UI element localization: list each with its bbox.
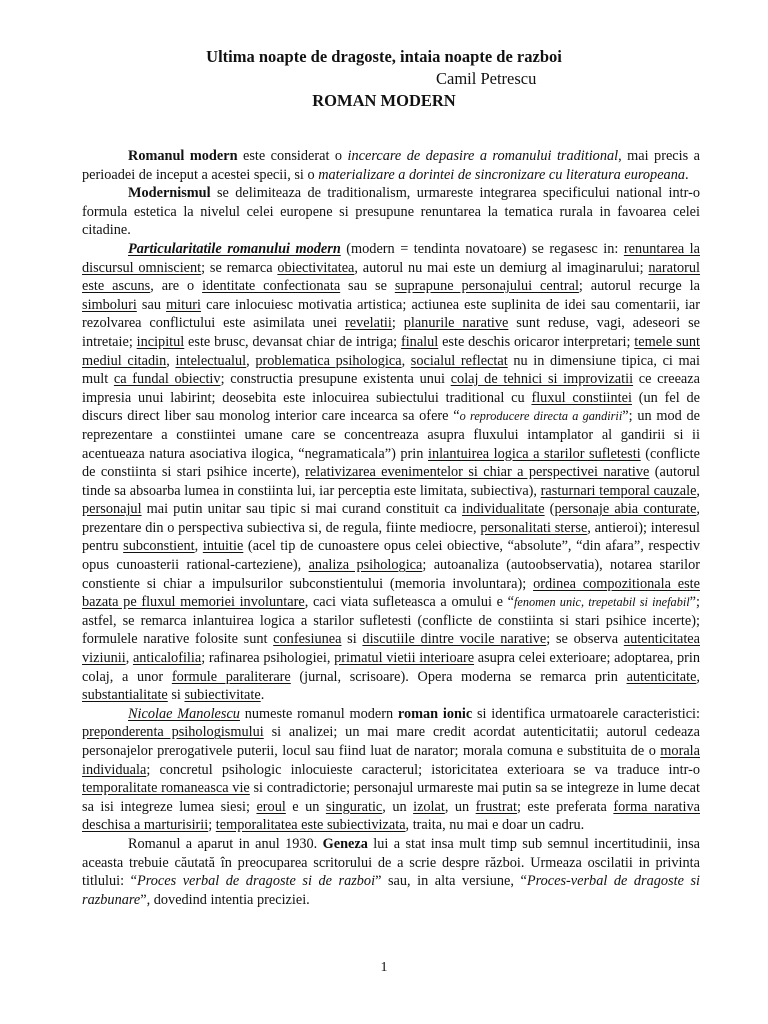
- underlined-term: singuratic: [325, 798, 383, 815]
- paragraph-manolescu: [82, 705, 700, 835]
- text-run: , un: [382, 798, 414, 815]
- italic-title: Proces-verbal de dragoste si razbunare: [82, 873, 701, 908]
- text-run: sau se: [340, 278, 395, 295]
- text-run: , are o: [150, 278, 203, 295]
- text-run: , prezentare din o perspectiva subiectiva si, de regula, fiinte mediocre,: [82, 501, 700, 536]
- underlined-term: planurile narative: [403, 315, 509, 332]
- italic-quote: fenomen unic, trepetabil si inefabil: [513, 595, 690, 610]
- author-reference: Nicolae Manolescu: [128, 705, 240, 722]
- italic-quote: o reproducere directa a gandirii: [459, 409, 623, 424]
- text-run: ,: [194, 538, 203, 555]
- text-run: numeste romanul modern: [239, 705, 398, 722]
- underlined-term: analiza psihologica: [308, 557, 423, 574]
- text-run: este deschis oricaror interpretari;: [438, 333, 635, 350]
- text-run: ,: [696, 482, 700, 499]
- text-run: ; rafinarea psihologiei,: [201, 650, 335, 667]
- text-run: si: [167, 687, 185, 704]
- text-run: mai putin unitar sau tipic si mai curand constituit ca: [141, 501, 462, 518]
- text-run: nu in dimensiune tipica, ci mai mult: [82, 352, 700, 388]
- underlined-term: personajul: [82, 501, 142, 518]
- text-run: ;: [208, 817, 216, 834]
- underlined-term: rasturnari temporal cauzale: [540, 482, 697, 499]
- body-text: [82, 147, 700, 909]
- underlined-term: identitate confectionata: [202, 278, 341, 295]
- text-run: ;: [391, 315, 404, 332]
- underlined-term: incipitul: [136, 333, 185, 350]
- underlined-term: ca fundal obiectiv: [113, 371, 221, 388]
- text-run: ”; astfel, se remarca inlantuirea logica a starilor sufletesti (conflicte de constiinta si stari psihice incerte); formulele narative folosite sunt: [82, 594, 700, 648]
- text-run: (un fel de discurs direct liber sau monolog interior care incearca sa ofere “: [82, 389, 700, 425]
- text-run: ; este preferata: [516, 798, 614, 815]
- text-run: .: [685, 166, 689, 183]
- text-run: este considerat o: [237, 148, 348, 164]
- paragraph-particularitati: [82, 240, 700, 705]
- text-run: ”, dovedind intentia preciziei.: [140, 891, 310, 908]
- text-run: ; se remarca: [201, 259, 278, 276]
- text-run: , un: [444, 798, 476, 815]
- text-run: ; autorul recurge la: [578, 278, 700, 295]
- bold-term: Modernismul: [128, 185, 211, 202]
- italic-phrase: incercare de depasire a romanului traditional: [347, 148, 619, 164]
- underlined-term: subconstient: [123, 538, 195, 555]
- underlined-term: ordinea compozitionala este bazata pe fluxul memoriei involuntare: [82, 575, 700, 611]
- text-run: ce creeaza impresia unui labirint; deosebita este inlocuirea subiectului traditional cu: [82, 371, 700, 406]
- text-run: si: [341, 631, 363, 648]
- underlined-term: frustrat: [475, 798, 517, 815]
- text-run: , traita, nu mai e doar un cadru.: [405, 817, 585, 834]
- underlined-term: eroul: [256, 798, 286, 815]
- document-title: Ultima noapte de dragoste, intaia noapte de razboi: [206, 47, 562, 66]
- text-run: este brusc, devansat chiar de intriga;: [184, 333, 401, 350]
- text-run: (: [544, 501, 555, 518]
- text-run: ,: [696, 668, 700, 685]
- text-run: (acel tip de cunoastere opus celei obiective, “absolute”, “din afara”, respectiv opus cunoasterii rational-carteziene),: [82, 538, 700, 574]
- text-run: (jurnal, scrisoare). Opera moderna se remarca prin: [290, 668, 627, 685]
- underlined-term: simboluri: [82, 296, 137, 313]
- underlined-term: colaj de tehnici si improvizatii: [450, 371, 634, 388]
- underlined-term: revelatii: [345, 315, 392, 332]
- underlined-term: individualitate: [462, 501, 545, 518]
- document-subtitle: ROMAN MODERN: [312, 91, 456, 110]
- underlined-term: substantialitate: [82, 687, 168, 704]
- underlined-term: personalitati sterse: [480, 519, 588, 536]
- text-run: si contradictorie; personajul urmareste mai putin sa se integreze in lume decat sa isi integreze lumea siesi;: [82, 780, 700, 815]
- bold-term: Geneza: [322, 835, 368, 852]
- text-run: Romanul a aparut in anul 1930.: [128, 835, 323, 852]
- underlined-term: subiectivitate: [184, 687, 261, 704]
- text-run: ,: [246, 352, 256, 369]
- text-run: , mai precis a perioadei de inceput a acestei specii, si o: [82, 148, 700, 183]
- underlined-term: finalul: [400, 333, 439, 350]
- underlined-term: obiectivitatea: [277, 259, 355, 276]
- underlined-term: temporalitate romaneasca vie: [82, 780, 250, 797]
- text-run: se delimiteaza de traditionalism, urmareste integrarea specificului national intr-o formula estetica la nivelul celei europene si presupune renuntarea la tematica rurala in favoarea celei citadine.: [82, 185, 700, 239]
- text-run: ,: [401, 352, 411, 369]
- underlined-term: forma narativa deschisa a marturisirii: [82, 798, 700, 834]
- author-name: Camil Petrescu: [436, 69, 537, 88]
- underlined-term: preponderenta psihologismului: [82, 724, 264, 741]
- paragraph-geneza: [82, 835, 700, 909]
- underlined-term: autenticitatea viziunii: [82, 631, 700, 667]
- underlined-term: primatul vietii interioare: [334, 650, 475, 667]
- underlined-term: naratorul este ascuns: [82, 259, 701, 295]
- text-run: (autorul tinde sa absoarba lumea in constiinta lui, iar perceptia este limitata, subiectiva),: [82, 464, 700, 499]
- underlined-term: morala individuala: [82, 743, 700, 778]
- text-run: ” sau, in alta versiune, “: [375, 873, 527, 890]
- underlined-term: socialul reflectat: [410, 352, 508, 369]
- bold-term: roman ionic: [397, 705, 473, 722]
- text-run: .: [260, 687, 265, 704]
- underlined-term: renuntarea la discursul omniscient: [82, 240, 700, 276]
- italic-title: Proces verbal de dragoste si de razboi: [137, 873, 376, 890]
- underlined-term: fluxul constiintei: [531, 389, 632, 406]
- underlined-term: formule paraliterare: [171, 668, 291, 685]
- underlined-term: relativizarea evenimentelor si chiar a perspectivei narative: [305, 464, 650, 481]
- underlined-term: problematica psihologica: [255, 352, 402, 369]
- underlined-term: intelectualul: [175, 352, 247, 369]
- bold-term: Romanul modern: [128, 148, 238, 164]
- underlined-term: autenticitate: [626, 668, 697, 685]
- text-run: ; concretul psihologic inlocuieste caracterul; istoricitatea exterioara se va traduce intr-o: [146, 761, 700, 778]
- text-run: sunt reduse, vagi, adeseori se intretaie;: [82, 315, 700, 350]
- text-run: ; autoanaliza (autoobservatia), notarea starilor constiente si chiar a impulsurilor subconstientului (memoria involuntara);: [82, 557, 700, 592]
- underlined-term: izolat: [413, 798, 445, 815]
- text-run: care inlocuiesc motivatia artistica; actiunea este suplinita de idei sau comentarii, iar rezolvarea conflictului este asimilata unei: [82, 296, 700, 332]
- text-run: e un: [285, 798, 326, 815]
- text-run: ; constructia presupune existenta unui: [220, 371, 451, 388]
- text-run: ; se observa: [546, 631, 624, 648]
- underlined-term: confesiunea: [273, 631, 342, 648]
- underlined-term: inlantuirea logica a starilor sufletesti: [427, 445, 641, 462]
- paragraph-modernismul: [82, 184, 700, 240]
- underlined-term: temporalitatea este subiectivizata: [215, 817, 406, 834]
- section-heading: Particularitatile romanului modern: [128, 240, 341, 257]
- underlined-term: intuitie: [202, 538, 244, 555]
- underlined-term: discutiile dintre vocile narative: [362, 631, 547, 648]
- italic-phrase: materializare a dorintei de sincronizare cu literatura europeana: [318, 166, 685, 183]
- text-run: , antieroi); interesul pentru: [82, 519, 700, 555]
- text-run: , caci viata sufleteasca a omului e “: [304, 594, 514, 611]
- underlined-term: suprapune personajului central: [394, 278, 579, 295]
- text-run: lui a stat insa mult timp sub semnul incertitudinii, insa aceasta trebuie căutată în preocuparea scritorului de a scrie despre război. Urmeaza oscilatii in privinta titlului: “: [82, 835, 701, 890]
- text-run: ,: [166, 352, 176, 369]
- text-run: si analizei; un mai mare credit acordat autenticitatii; autorul cedeaza personajelor prerogativele puterii, locul sau fiind luat de narator; morala comuna e substituita de o: [82, 724, 701, 759]
- underlined-term: anticalofilia: [132, 650, 202, 667]
- text-run: si identifica urmatoarele caracteristici:: [472, 705, 700, 722]
- text-run: (modern = tendinta novatoare) se regasesc in:: [340, 240, 624, 257]
- underlined-term: personaje abia conturate: [554, 501, 697, 518]
- text-run: (conflicte de constiinta si stari psihice incerte),: [82, 445, 700, 481]
- text-run: asupra celei exterioare; adoptarea, prin colaj, a unor: [82, 650, 700, 685]
- paragraph-romanul-modern: [82, 147, 700, 184]
- page-number: 1: [380, 960, 388, 975]
- underlined-term: temele sunt mediul citadin: [82, 333, 700, 369]
- underlined-term: mituri: [166, 296, 202, 313]
- text-run: ,: [125, 650, 133, 667]
- text-run: , autorul nu mai este un demiurg al imaginarului;: [354, 259, 649, 276]
- text-run: sau: [136, 296, 167, 313]
- text-run: ”; un mod de reprezentare a constiintei umane care se concentreaza asupra fluxului intamplator al gandirii si ii acentueaza natura asociativa ilogica, “negramaticala”) prin: [82, 408, 700, 462]
